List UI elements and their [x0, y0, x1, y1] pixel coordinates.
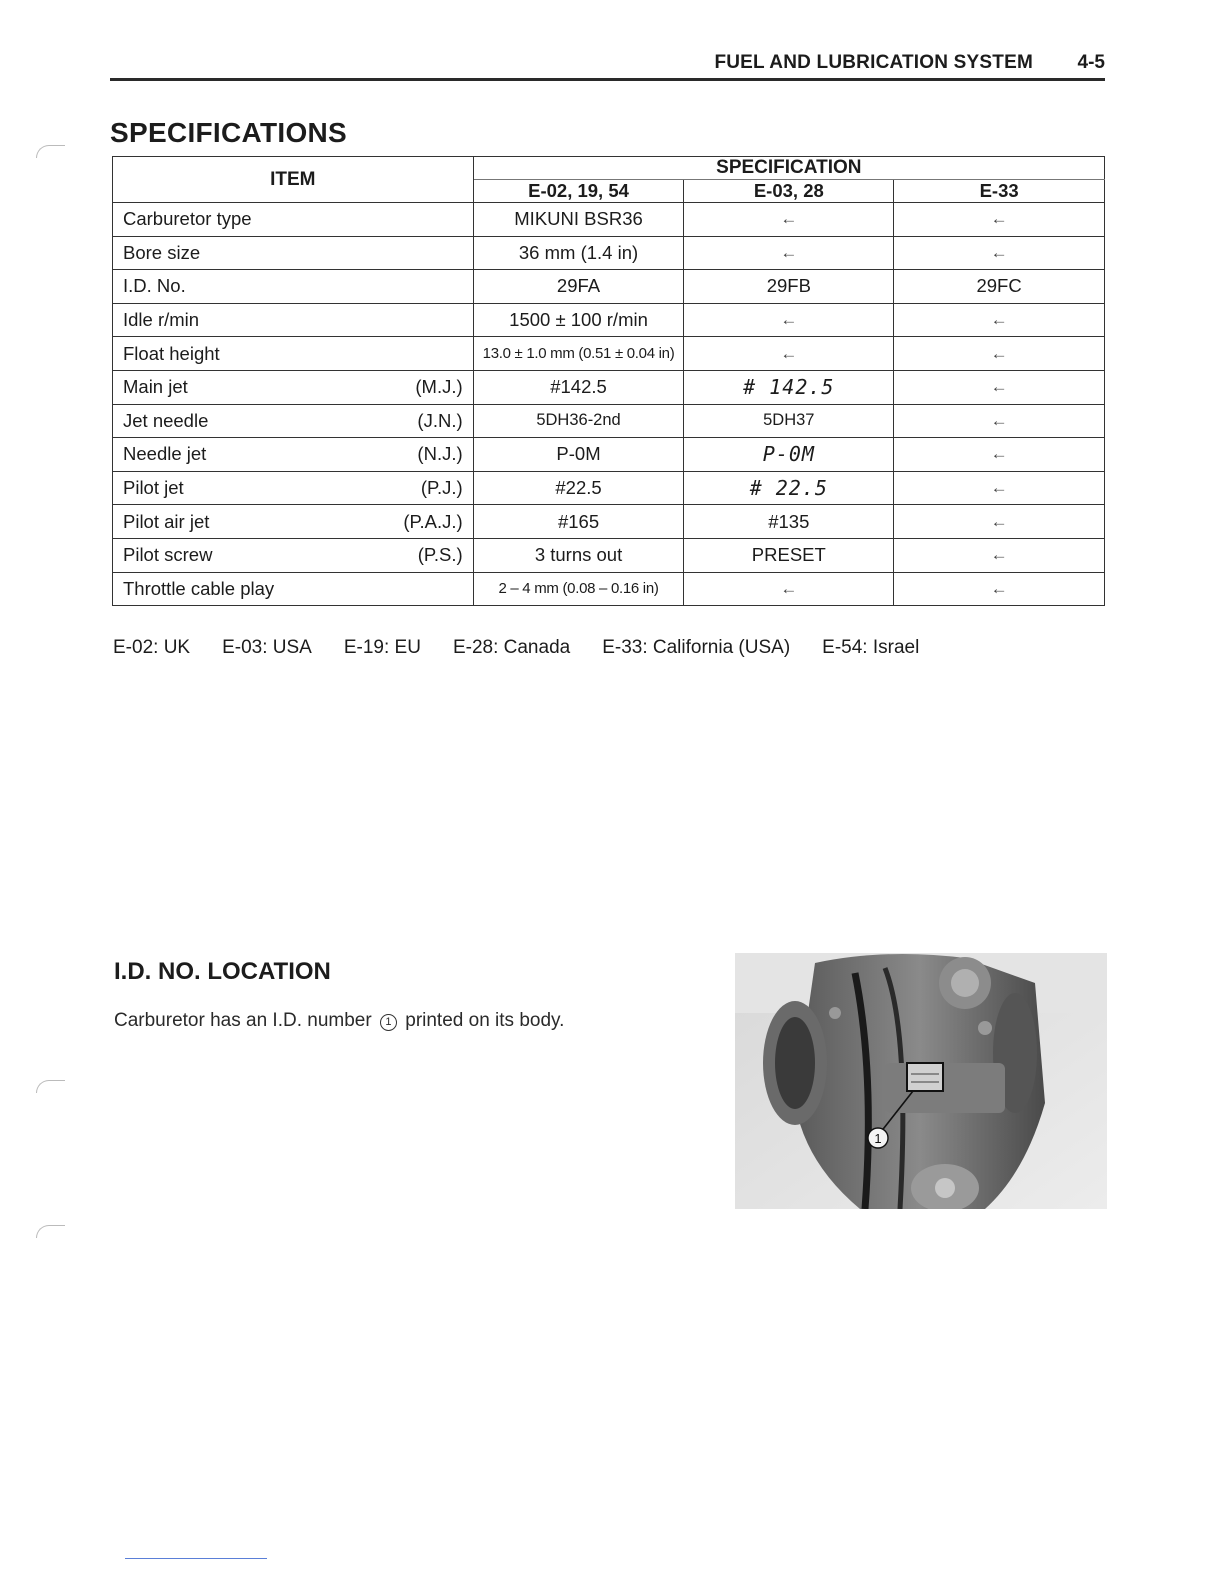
spec-value: ←	[894, 337, 1105, 371]
item-label: Carburetor type	[123, 208, 252, 230]
item-code: (J.N.)	[417, 409, 463, 431]
photo-callout: 1	[874, 1131, 882, 1146]
item-label: Main jet	[123, 376, 188, 398]
spec-value: 1500 ± 100 r/min	[473, 303, 684, 337]
table-row	[113, 404, 1105, 438]
column-header-e02: E-02, 19, 54	[473, 180, 684, 203]
table-row	[113, 370, 1105, 404]
item-cell	[113, 236, 474, 270]
spec-value: ←	[894, 538, 1105, 572]
item-cell	[113, 438, 474, 472]
spec-value: P-0M	[684, 438, 894, 472]
spec-value: PRESET	[684, 538, 894, 572]
table-row	[113, 572, 1105, 606]
spec-value: ←	[684, 337, 894, 371]
spec-value: ←	[894, 370, 1105, 404]
spec-value: # 22.5	[684, 471, 894, 505]
legend-item: E-02: UK	[113, 637, 191, 658]
item-cell	[113, 471, 474, 505]
spec-value: 29FA	[473, 270, 684, 304]
table-row	[113, 203, 1105, 237]
spec-value: #135	[684, 505, 894, 539]
spec-value: ←	[894, 404, 1105, 438]
spec-value: 2 – 4 mm (0.08 – 0.16 in)	[473, 572, 684, 606]
destination-legend	[113, 637, 919, 659]
spec-value: ←	[894, 203, 1105, 237]
item-label: Idle r/min	[123, 309, 200, 331]
legend-item: E-03: USA	[222, 637, 312, 658]
item-cell	[113, 203, 474, 237]
table-row	[113, 270, 1105, 304]
spec-value: #22.5	[473, 471, 684, 505]
spec-value: ←	[894, 572, 1105, 606]
page-number: 4-5	[1077, 52, 1105, 73]
spec-value: 29FB	[684, 270, 894, 304]
column-header-e03: E-03, 28	[684, 180, 894, 203]
item-cell	[113, 270, 474, 304]
item-code: (P.J.)	[420, 477, 463, 499]
spec-value: ←	[894, 236, 1105, 270]
column-header-e33: E-33	[894, 180, 1105, 203]
item-code: (P.S.)	[417, 544, 463, 566]
table-row	[113, 538, 1105, 572]
item-code: (P.A.J.)	[403, 510, 463, 532]
specifications-heading: SPECIFICATIONS	[110, 117, 348, 148]
spec-value: P-0M	[473, 438, 684, 472]
table-row	[113, 337, 1105, 371]
carburetor-photo	[735, 953, 1107, 1209]
spec-value: ←	[684, 236, 894, 270]
item-label: Float height	[123, 342, 220, 364]
legend-item: E-33: California (USA)	[602, 637, 791, 658]
spec-value: 5DH36-2nd	[473, 404, 684, 438]
item-cell	[113, 404, 474, 438]
spec-value: ←	[894, 505, 1105, 539]
spec-value: #142.5	[473, 370, 684, 404]
spec-value: 29FC	[894, 270, 1105, 304]
spec-value: ←	[894, 471, 1105, 505]
spec-value: 5DH37	[684, 404, 894, 438]
margin-mark	[36, 1225, 65, 1238]
item-cell	[113, 337, 474, 371]
item-label: I.D. No.	[123, 275, 186, 297]
item-label: Needle jet	[123, 443, 207, 465]
legend-item: E-28: Canada	[452, 637, 571, 658]
legend-item: E-54: Israel	[822, 637, 920, 658]
id-text-before: Carburetor has an I.D. number	[114, 1010, 372, 1031]
spec-value: ←	[684, 303, 894, 337]
spec-value: ←	[684, 572, 894, 606]
spec-value: 13.0 ± 1.0 mm (0.51 ± 0.04 in)	[473, 337, 684, 371]
table-row	[113, 505, 1105, 539]
item-label: Jet needle	[123, 409, 209, 431]
item-label: Pilot air jet	[123, 510, 210, 532]
item-label: Throttle cable play	[123, 577, 275, 599]
footer-rule	[125, 1558, 267, 1559]
item-label: Pilot screw	[123, 544, 213, 566]
item-code: (N.J.)	[417, 443, 463, 465]
item-cell	[113, 572, 474, 606]
spec-value: ←	[894, 303, 1105, 337]
section-title: FUEL AND LUBRICATION SYSTEM	[714, 52, 1033, 73]
column-header-item: ITEM	[113, 157, 474, 203]
specifications-table	[112, 156, 1105, 606]
spec-value: ←	[684, 203, 894, 237]
legend-item: E-19: EU	[343, 637, 421, 658]
id-location-text	[114, 1010, 564, 1032]
spec-value: # 142.5	[684, 370, 894, 404]
margin-mark	[36, 145, 65, 158]
item-label: Bore size	[123, 241, 201, 263]
table-row	[113, 471, 1105, 505]
column-header-specification: SPECIFICATION	[473, 157, 1104, 180]
id-text-after: printed on its body.	[405, 1010, 565, 1031]
item-code: (M.J.)	[415, 376, 463, 398]
table-row	[113, 303, 1105, 337]
item-label: Pilot jet	[123, 477, 184, 499]
page-header	[110, 50, 1105, 81]
spec-value: 3 turns out	[473, 538, 684, 572]
id-number-marker: 1	[380, 1014, 397, 1031]
margin-mark	[36, 1080, 65, 1093]
item-cell	[113, 505, 474, 539]
table-row	[113, 438, 1105, 472]
item-cell	[113, 303, 474, 337]
spec-value: MIKUNI BSR36	[473, 203, 684, 237]
spec-value: ←	[894, 438, 1105, 472]
item-cell	[113, 538, 474, 572]
id-location-heading: I.D. NO. LOCATION	[114, 958, 331, 985]
spec-value: 36 mm (1.4 in)	[473, 236, 684, 270]
item-cell	[113, 370, 474, 404]
table-row	[113, 236, 1105, 270]
spec-value: #165	[473, 505, 684, 539]
